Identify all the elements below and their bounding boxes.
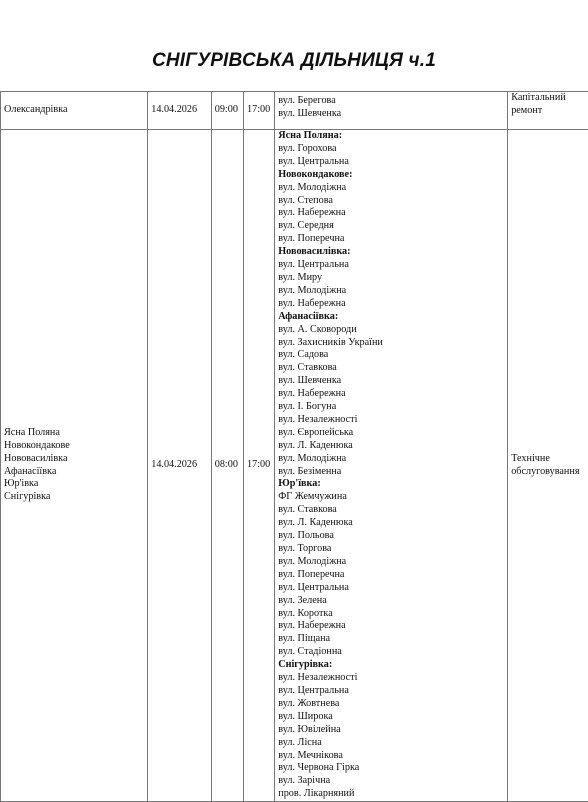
settlement-name: Снігурівка: [4, 491, 144, 504]
settlement-name: Ясна Поляна: [4, 427, 144, 440]
street-item: вул. Поперечна: [278, 569, 504, 582]
street-item: вул. Набережна: [278, 298, 504, 311]
street-item: вул. Центральна: [278, 582, 504, 595]
settlement-heading: Ясна Поляна:: [278, 130, 504, 143]
street-item: пров. Лікарняний: [278, 788, 504, 801]
street-item: вул. Зелена: [278, 595, 504, 608]
street-item: вул. Червона Гірка: [278, 762, 504, 775]
street-item: вул. Зарічна: [278, 775, 504, 788]
street-item: вул. Молодіжна: [278, 285, 504, 298]
street-item: вул. Молодіжна: [278, 182, 504, 195]
street-item: вул. Піщана: [278, 633, 504, 646]
street-item: ФГ Жемчужина: [278, 491, 504, 504]
street-item: вул. Шевченка: [278, 375, 504, 388]
settlement-name: Юр'івка: [4, 478, 144, 491]
street-item: вул. Л. Каденюка: [278, 440, 504, 453]
table-row: [1, 92, 588, 130]
street-item: вул. Жовтнева: [278, 698, 504, 711]
reason-cell: Капітальний ремонт: [508, 92, 588, 130]
settlement-heading: Юр'ївка:: [278, 478, 504, 491]
settlement-name: Новокондакове: [4, 440, 144, 453]
street-item: вул. Безіменна: [278, 466, 504, 479]
street-item: вул. Незалежності: [278, 672, 504, 685]
start-time-cell: 08:00: [211, 130, 243, 802]
street-item: вул. Лісна: [278, 737, 504, 750]
street-item: вул. Торгова: [278, 543, 504, 556]
street-item: вул. Коротка: [278, 608, 504, 621]
settlement-name: Нововасилівка: [4, 453, 144, 466]
settlement-heading: Новокондакове:: [278, 169, 504, 182]
street-item: вул. А. Сковороди: [278, 324, 504, 337]
reason-cell: Технічне обслуговування: [508, 130, 588, 802]
street-item: вул. Ставкова: [278, 504, 504, 517]
date-cell: 14.04.2026: [148, 130, 212, 802]
street-item: вул. І. Богуна: [278, 401, 504, 414]
street-item: вул. Ювілейна: [278, 724, 504, 737]
settlement-heading: Снігурівка:: [278, 659, 504, 672]
street-item: вул. Польова: [278, 530, 504, 543]
settlement-cell: Олександрівка: [1, 92, 148, 130]
street-item: вул. Садова: [278, 349, 504, 362]
street-item: вул. Молодіжна: [278, 556, 504, 569]
street-item: вул. Захисників України: [278, 337, 504, 350]
start-time-cell: 09:00: [211, 92, 243, 130]
date-cell: 14.04.2026: [148, 92, 212, 130]
street-item: вул. Берегова: [278, 95, 504, 108]
street-item: вул. Миру: [278, 272, 504, 285]
street-item: вул. Горохова: [278, 143, 504, 156]
table-row: [1, 130, 588, 802]
street-item: вул. Шевченка: [278, 108, 504, 121]
street-item: вул. Європейська: [278, 427, 504, 440]
street-item: вул. Широка: [278, 711, 504, 724]
street-item: вул. Стадіонна: [278, 646, 504, 659]
settlements-cell: [1, 130, 148, 802]
settlement-heading: Нововасилівка:: [278, 246, 504, 259]
outage-schedule-table: [0, 91, 588, 802]
street-item: вул. Мечнікова: [278, 750, 504, 763]
street-item: вул. Ставкова: [278, 362, 504, 375]
settlement-heading: Афанасіївка:: [278, 311, 504, 324]
street-item: вул. Набережна: [278, 388, 504, 401]
settlement-name: Афанасіївка: [4, 466, 144, 479]
street-item: вул. Набережна: [278, 207, 504, 220]
street-item: вул. Степова: [278, 195, 504, 208]
street-item: вул. Незалежності: [278, 414, 504, 427]
street-item: вул. Середня: [278, 220, 504, 233]
street-item: вул. Л. Каденюка: [278, 517, 504, 530]
street-item: вул. Центральна: [278, 259, 504, 272]
streets-cell: [275, 92, 508, 130]
street-item: вул. Набережна: [278, 620, 504, 633]
street-item: вул. Поперечна: [278, 233, 504, 246]
street-item: вул. Молодіжна: [278, 453, 504, 466]
streets-cell: [275, 130, 508, 802]
street-item: вул. Центральна: [278, 685, 504, 698]
page-title: СНІГУРІВСЬКА ДІЛЬНИЦЯ ч.1: [0, 50, 588, 72]
street-item: вул. Центральна: [278, 156, 504, 169]
end-time-cell: 17:00: [244, 130, 275, 802]
end-time-cell: 17:00: [244, 92, 275, 130]
